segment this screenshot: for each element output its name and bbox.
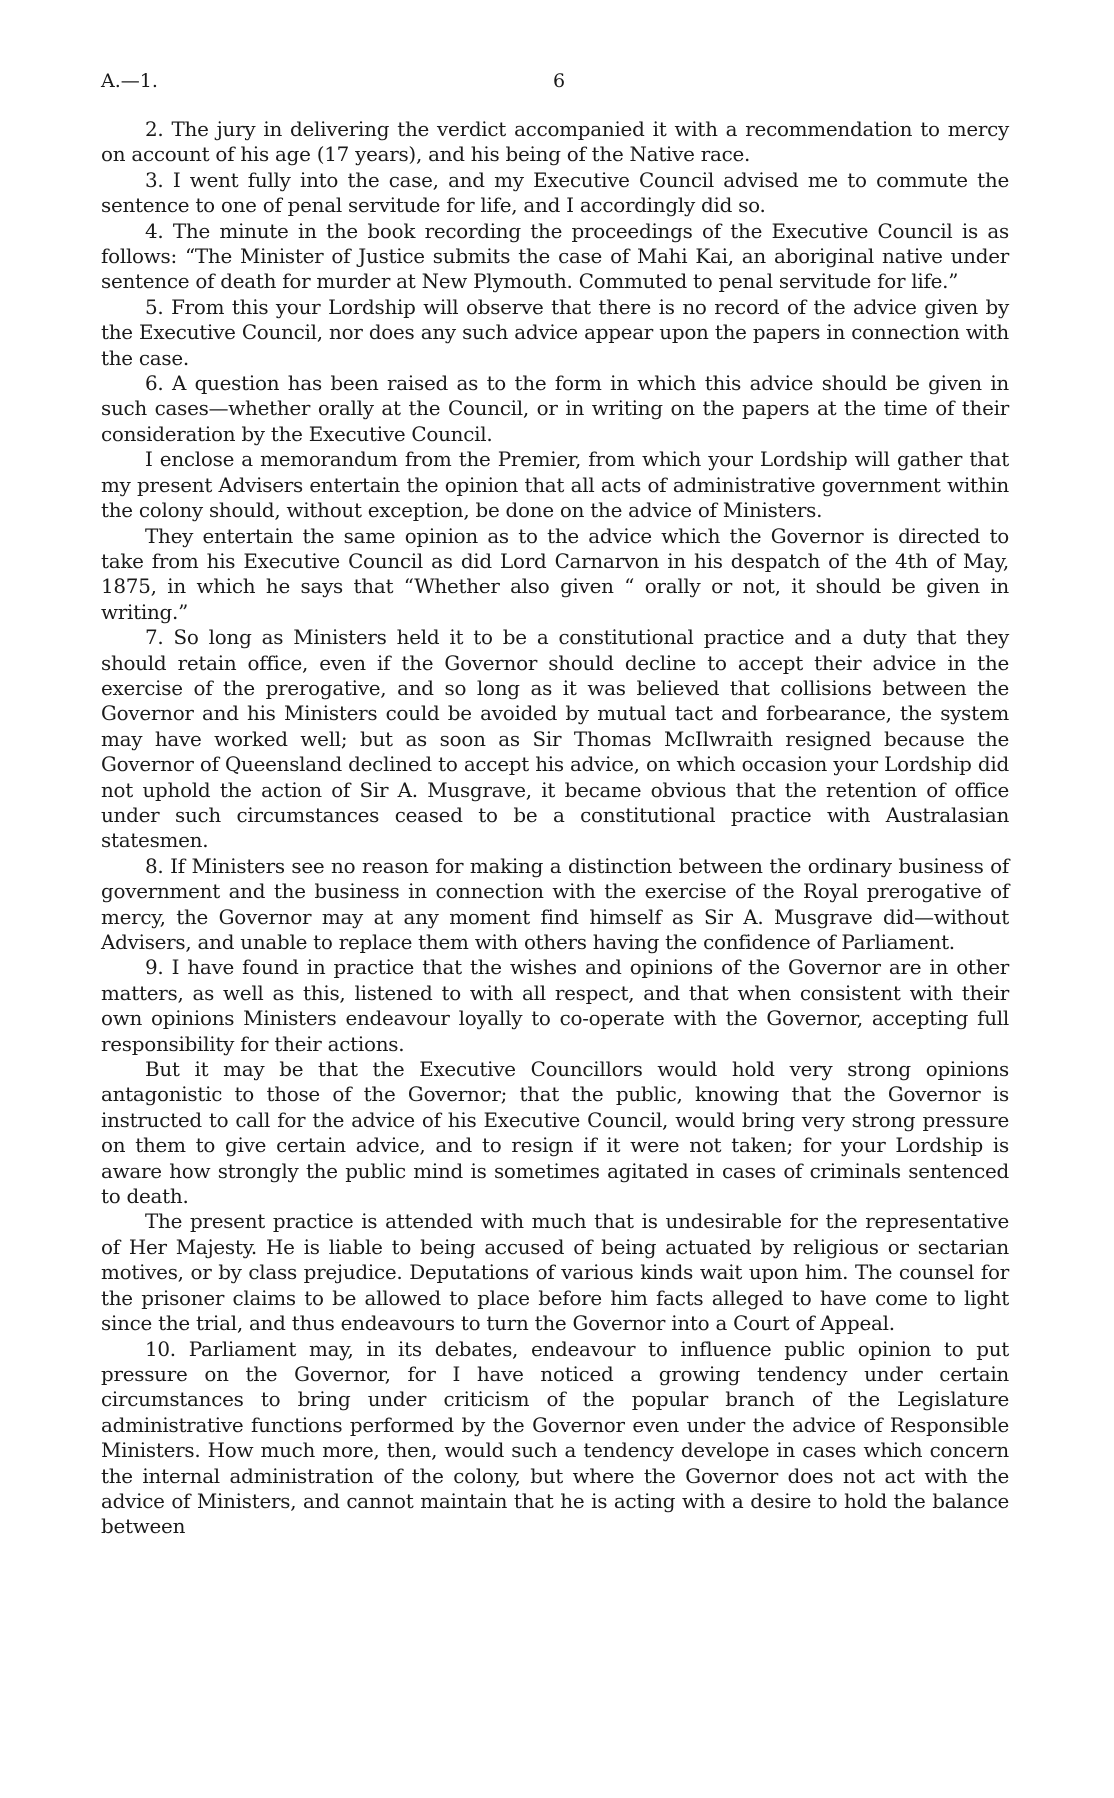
paragraph-7: 7. So long as Ministers held it to be a constitutional practice and a duty that they should retain office, even if the Governor should decline to accept their advice in the exercise of the prerogative, and so long as it was believed that collisions between the Governor and his Ministers could be avoided by mutual tact and forbearance, the system may have worked well; but as soon as Sir Thomas McIlwraith resigned because the Governor of Queensland declined to accept his advice, on which occasion your Lordship did not uphold the action of Sir A. Musgrave, it became obvious that the retention of office under such circumstances ceased to be a constitutional practice with Australasian statesmen. xyxy=(101,626,1009,853)
paragraph-6: 6. A question has been raised as to the form in which this advice should be given in such cases—whether orally at the Council, or in writing on the papers at the time of their consideration by the Executive Council. xyxy=(101,372,1009,446)
body-text xyxy=(101,117,1009,1540)
page-number: 6 xyxy=(553,70,566,92)
paragraph-9: 9. I have found in practice that the wishes and opinions of the Governor are in other matters, as well as this, listened to with all respect, and that when consistent with their own opinions Ministers endeavour loyally to co-operate with the Governor, accepting full responsibility for their actions. xyxy=(101,956,1009,1056)
paragraph-3: 3. I went fully into the case, and my Executive Council advised me to commute the sentence to one of penal servitude for life, and I accordingly did so. xyxy=(101,168,1009,218)
paragraph-8: 8. If Ministers see no reason for making a distinction between the ordinary business of government and the business in connection with the exercise of the Royal prerogative of mercy, the Governor may at any moment find himself as Sir A. Musgrave did—without Advisers, and unable to replace them with others having the confidence of Parliament. xyxy=(101,854,1009,954)
page-header xyxy=(101,70,1013,100)
document-reference: A.—1. xyxy=(101,70,158,92)
paragraph-5: 5. From this your Lordship will observe that there is no record of the advice given by the Executive Council, nor does any such advice appear upon the papers in connection with the case. xyxy=(101,295,1009,370)
paragraph-4: 4. The minute in the book recording the proceedings of the Executive Council is as follows: “The Minister of Justice submits the case of Mahi Kai, an aboriginal native under sentence of death for murder at New Plymouth. Commuted to penal servitude for life.” xyxy=(101,219,1009,294)
paragraph-9-antagonistic: But it may be that the Executive Councillors would hold very strong opinions antagonistic to those of the Governor; that the public, knowing that the Governor is instructed to call for the advice of his Executive Council, would bring very strong pressure on them to give certain advice, and to resign if it were not taken; for your Lordship is aware how strongly the public mind is sometimes agitated in cases of criminals sentenced to death. xyxy=(101,1058,1009,1209)
paragraph-9-present-practice: The present practice is attended with much that is undesirable for the representative of Her Majesty. He is liable to being accused of being actuated by religious or sectarian motives, or by class prejudice. Deputations of various kinds wait upon him. The counsel for the prisoner claims to be allowed to place before him facts alleged to have come to light since the trial, and thus endeavours to turn the Governor into a Court of Appeal. xyxy=(101,1210,1009,1336)
paragraph-6-memorandum: I enclose a memorandum from the Premier, from which your Lordship will gather that my present Advisers entertain the opinion that all acts of administrative government within the colony should, without exception, be done on the advice of Ministers. xyxy=(101,448,1009,523)
paragraph-10: 10. Parliament may, in its debates, endeavour to influence public opinion to put pressure on the Governor, for I have noticed a growing tendency under certain circumstances to bring under criticism of the popular branch of the Legislature administrative functions performed by the Governor even under the advice of Responsible Ministers. How much more, then, would such a tendency develope in cases which concern the internal administration of the colony, but where the Governor does not act with the advice of Ministers, and cannot maintain that he is acting with a desire to hold the balance between xyxy=(101,1337,1009,1539)
paragraph-2: 2. The jury in delivering the verdict accompanied it with a recommendation to mercy on account of his age (17 years), and his being of the Native race. xyxy=(101,118,1009,167)
paragraph-6-carnarvon: They entertain the same opinion as to the advice which the Governor is directed to take from his Executive Council as did Lord Carnarvon in his despatch of the 4th of May, 1875, in which he says that “Whether also given “ orally or not, it should be given in writing.” xyxy=(101,524,1009,624)
